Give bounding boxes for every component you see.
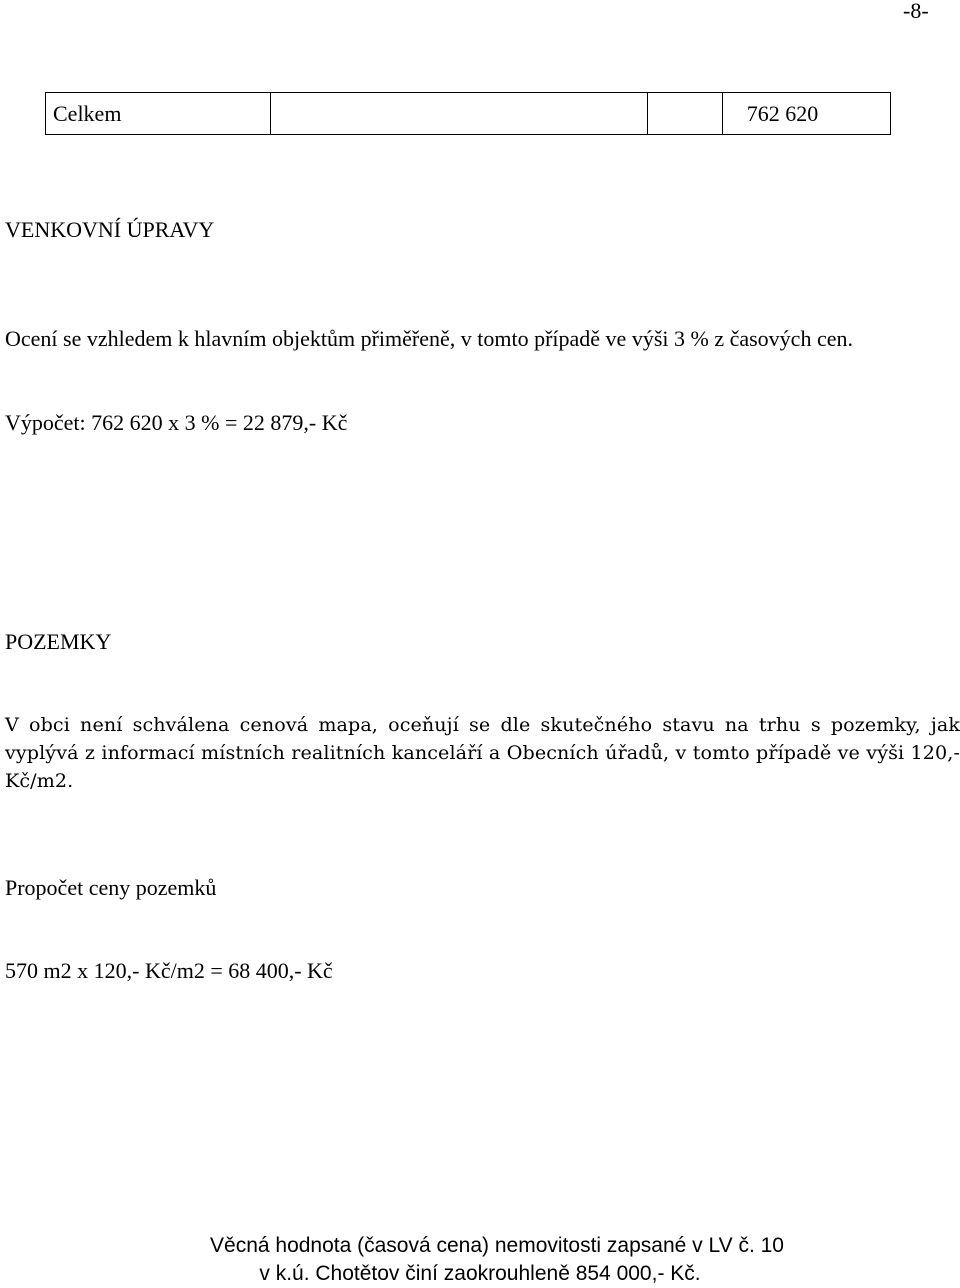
table-row [46, 93, 891, 135]
total-table [45, 92, 891, 135]
section-heading-land: POZEMKY [5, 629, 112, 654]
footer-line-2: v k.ú. Chotětov činí zaokrouhleně 854 000,- Kč. [259, 1262, 701, 1285]
footer-summary [0, 1232, 960, 1288]
empty-cell [271, 93, 648, 135]
outdoor-calculation: Výpočet: 762 620 x 3 % = 22 879,- Kč [5, 410, 348, 435]
page-number: -8- [903, 0, 929, 23]
land-calculation: 570 m2 x 120,- Kč/m2 = 68 400,- Kč [5, 958, 333, 983]
total-value: 762 620 [722, 93, 890, 135]
total-label: Celkem [46, 93, 271, 135]
land-description-line: Kč/m2. [5, 769, 74, 792]
outdoor-description: Ocení se vzhledem k hlavním objektům přiměřeně, v tomto případě ve výši 3 % z časových cen. [5, 326, 853, 351]
land-description-line: V obci není schválena cenová mapa, oceňují se dle skutečného stavu na trhu s pozemky, jak [5, 713, 960, 736]
footer-line-1: Věcná hodnota (časová cena) nemovitosti zapsané v LV č. 10 [210, 1234, 784, 1257]
land-description-line: vyplývá z informací místních realitních kanceláří a Obecních úřadů, v tomto případě ve výši 120,- [5, 741, 960, 764]
section-heading-outdoor: VENKOVNÍ ÚPRAVY [5, 217, 215, 242]
land-calculation-title: Propočet ceny pozemků [5, 875, 217, 900]
land-description [5, 711, 960, 795]
empty-cell [648, 93, 723, 135]
